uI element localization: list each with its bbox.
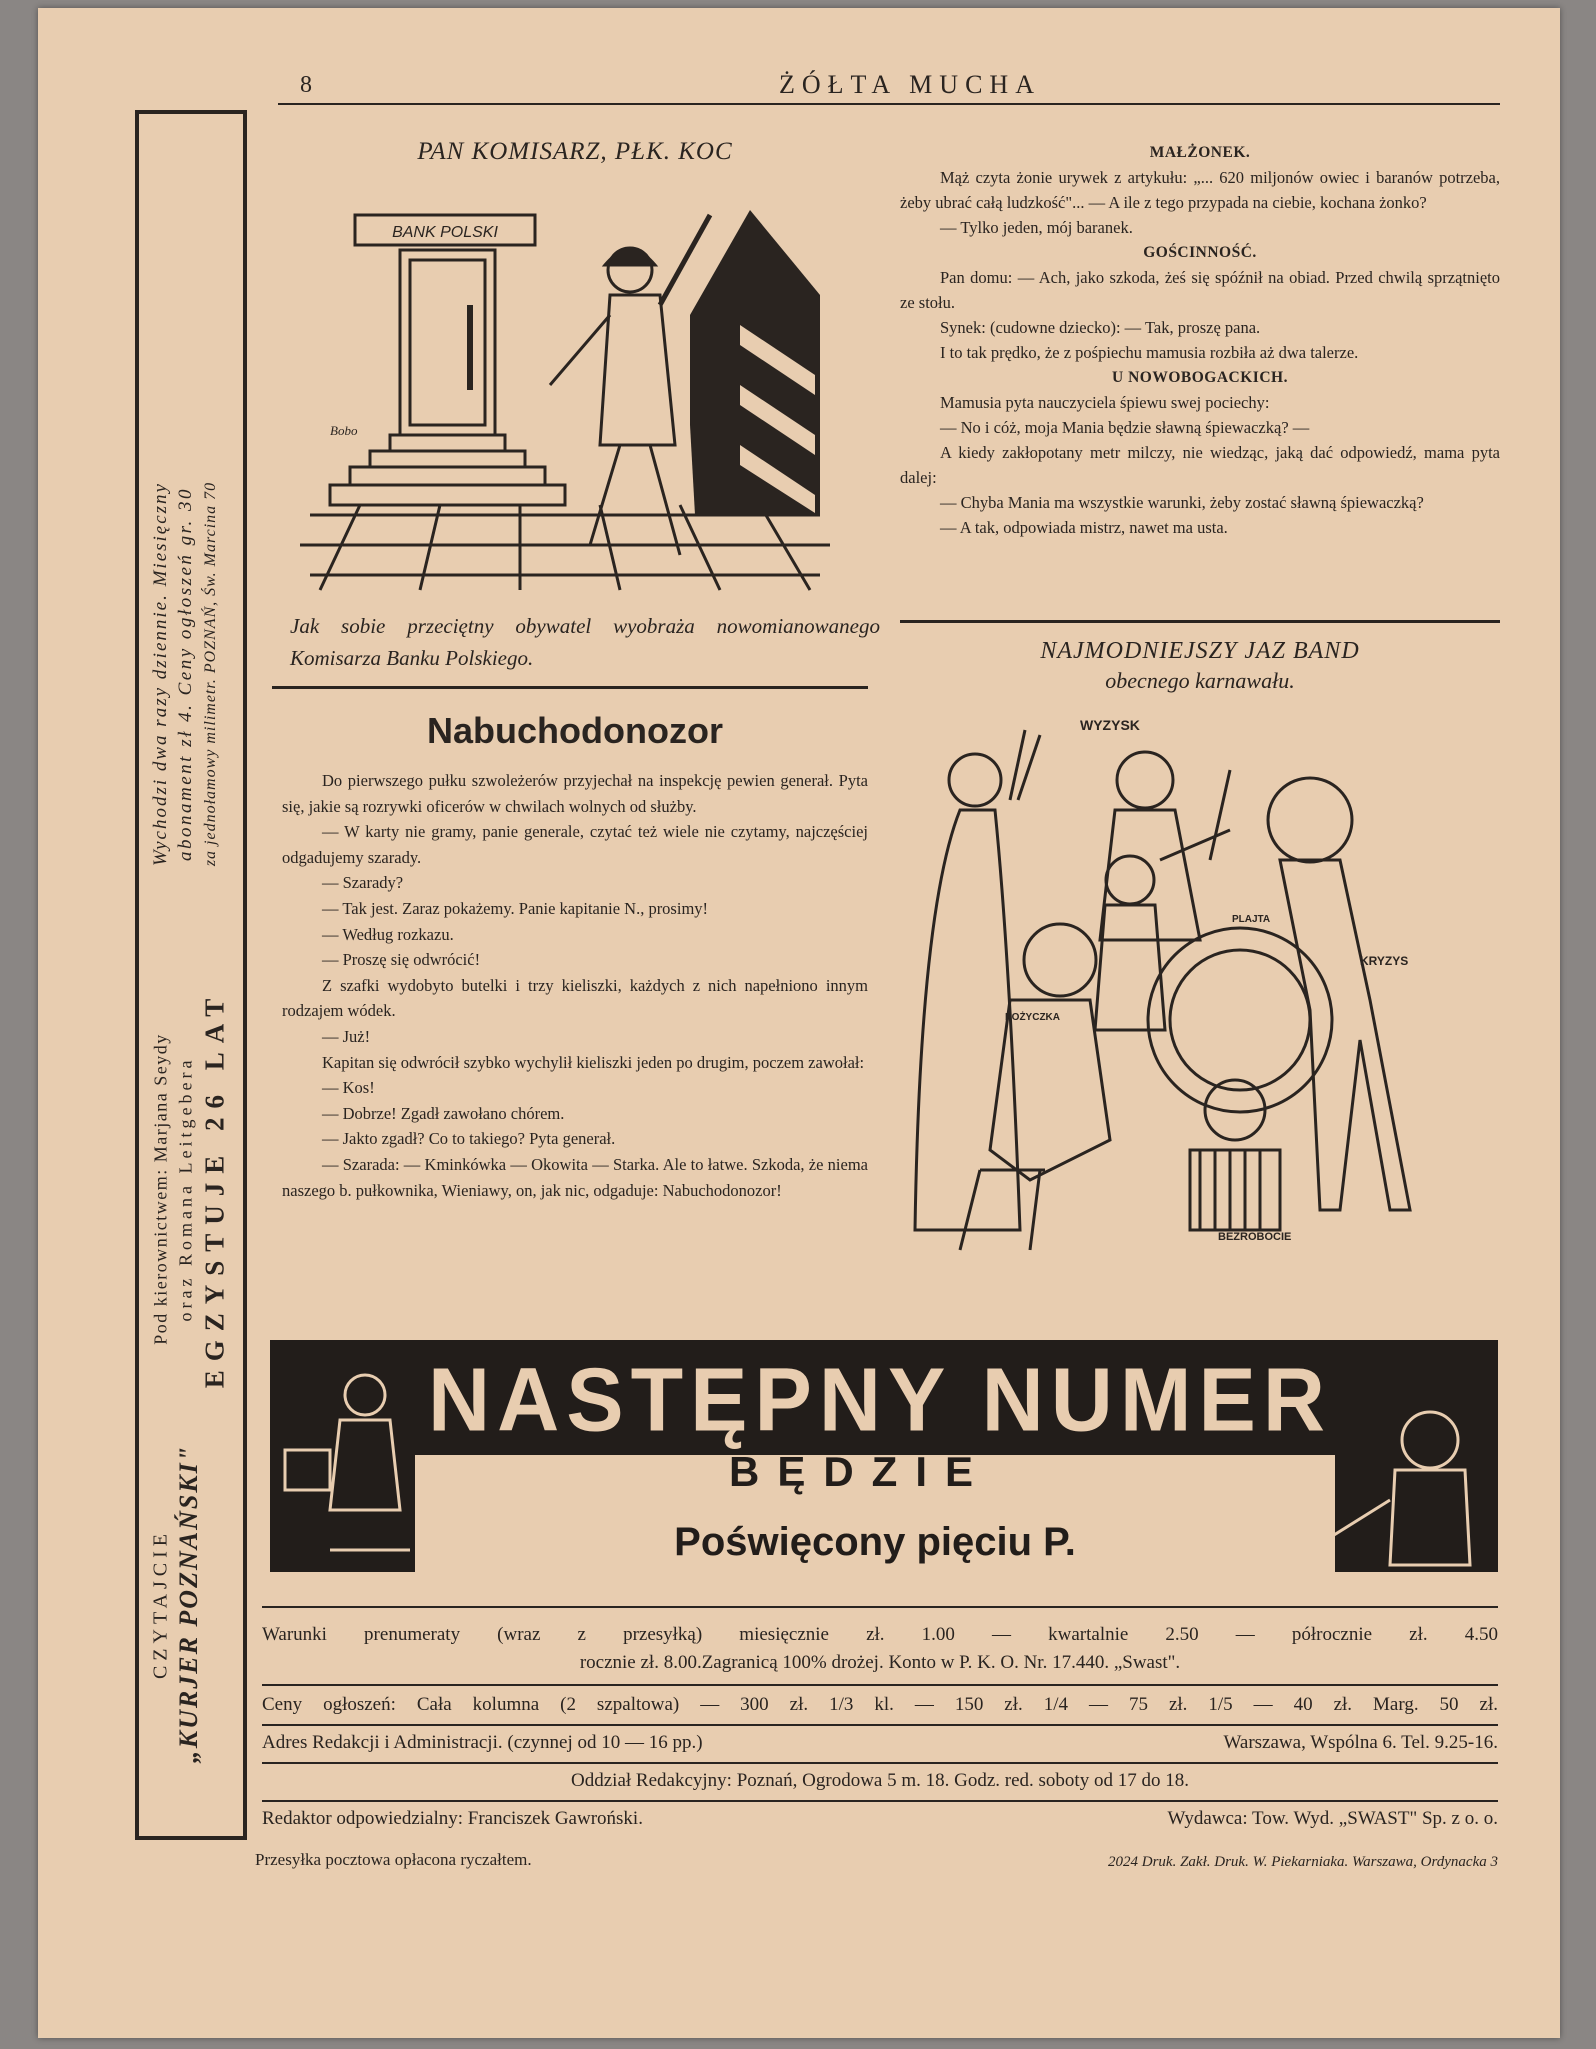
joke-text: Mąż czyta żonie urywek z artykułu: „... 620 miljonów owiec i baranów potrzeba, żeby ubrać całą ludzkość"... — A ile z tego przypada na ciebie, kochana żonko? — [900, 168, 1500, 212]
article-paragraph: Z szafki wydobyto butelki i trzy kieliszki, każdych z nich napełniono innym rodzajem wódek. — [282, 975, 868, 1021]
article-paragraph: — Tak jest. Zaraz pokażemy. Panie kapitanie N., prosimy! — [322, 898, 709, 918]
joke-text: — Chyba Mania ma wszystkie warunki, żeby zostać sławną śpiewaczką? — [940, 493, 1424, 512]
joke-text: A kiedy zakłopotany metr milczy, nie wiedząc, jaką dać odpowiedź, mama pyta dalej: — [900, 443, 1500, 487]
label-plajta: PLAJTA — [1232, 914, 1271, 925]
cartoon-jazband-illustration — [900, 710, 1490, 1280]
printer-note: 2024 Druk. Zakł. Druk. W. Piekarniaka. Warszawa, Ordynacka 3 — [1108, 1854, 1498, 1870]
joke-text: — A tak, odpowiada mistrz, nawet ma usta. — [940, 518, 1228, 537]
joke-text: Pan domu: — Ach, jako szkoda, żeś się spóźnił na obiad. Przed chwilą sprzątnięto ze stołu. — [900, 268, 1500, 312]
header-rule — [278, 103, 1500, 105]
article-paragraph: — Szarady? — [322, 873, 404, 893]
info-rule — [262, 1762, 1498, 1764]
banner-bedzie: BĘDZIE — [728, 1448, 991, 1495]
article-title: Nabuchodonozor — [427, 710, 723, 751]
sidebar-advertisement — [135, 110, 247, 1840]
masthead-title: ŻÓŁTA MUCHA — [779, 70, 1041, 99]
joke-text: — Tylko jeden, mój baranek. — [940, 218, 1133, 237]
label-wyzysk: WYZYSK — [1080, 717, 1140, 733]
address-right: Warszawa, Wspólna 6. Tel. 9.25-16. — [1223, 1732, 1498, 1753]
article-paragraph: — W karty nie gramy, panie generale, czytać też wiele nie czytamy, najczęściej odgadujemy szarady. — [282, 822, 868, 867]
jokes-column — [900, 140, 1500, 540]
column-rule-left — [272, 686, 868, 689]
article-paragraph: — Już! — [322, 1026, 371, 1046]
cartoon-jazband-subtitle: obecnego karnawału. — [1105, 668, 1295, 693]
joke-text: I to tak prędko, że z pośpiechu mamusia rozbiła aż dwa talerze. — [940, 343, 1359, 362]
article-paragraph: — Dobrze! Zgadł zawołano chórem. — [322, 1103, 565, 1123]
joke-title: U NOWOBOGACKICH. — [1112, 369, 1288, 386]
info-rule — [262, 1684, 1498, 1686]
banner-headline: NASTĘPNY NUMER — [428, 1349, 1332, 1451]
cartoon-komisarz-caption: Jak sobie przeciętny obywatel wyobraża nowomianowanego Komisarza Banku Polskiego. — [290, 614, 880, 670]
article-paragraph: — Jakto zgadł? Co to takiego? Pyta generał. — [322, 1129, 616, 1149]
column-rule-right — [900, 620, 1500, 623]
joke-title: MAŁŻONEK. — [1149, 144, 1251, 161]
sidebar-kurjer: „KURJER POZNAŃSKI" — [174, 1444, 203, 1764]
label-kryzys: KRYZYS — [1360, 954, 1409, 968]
joke-text: Synek: (cudowne dziecko): — Tak, proszę pana. — [940, 318, 1261, 337]
joke-text: — No i cóż, moja Mania będzie sławną śpiewaczką? — — [940, 418, 1310, 437]
ad-prices: Ceny ogłoszeń: Cała kolumna (2 szpaltowa) — 300 zł. 1/3 kl. — 150 zł. 1/4 — 75 zł. 1/5 — 40 zł. Marg. 50 zł. — [262, 1694, 1498, 1715]
postage-note: Przesyłka pocztowa opłacona ryczałtem. — [255, 1850, 532, 1869]
sidebar-czytajcie: CZYTAJCIE — [149, 1528, 172, 1680]
article-paragraph: — Według rozkazu. — [322, 924, 454, 944]
cartoon-komisarz-title: PAN KOMISARZ, PŁK. KOC — [417, 138, 733, 165]
address-left: Adres Redakcji i Administracji. (czynnej od 10 — 16 pp.) — [262, 1732, 703, 1753]
label-bezrobocie: BEZROBOCIE — [1218, 1231, 1292, 1243]
sidebar-egzystuje: EGZYSTUJE 26 LAT — [199, 989, 230, 1389]
branch-office: Oddział Redakcyjny: Poznań, Ogrodowa 5 m. 18. Godz. red. soboty od 17 do 18. — [571, 1770, 1189, 1791]
article-paragraph: Do pierwszego pułku szwoleżerów przyjechał na inspekcję pewien generał. Pyta się, jakie są rozrywki oficerów w chwilach wolnych od służby. — [282, 771, 868, 816]
sidebar-info-line1: Wychodzi dwa razy dziennie. Miesięczny — [150, 482, 171, 866]
article-body — [282, 768, 868, 1203]
joke-text: Mamusia pyta nauczyciela śpiewu swej pociechy: — [940, 393, 1270, 412]
publisher: Wydawca: Tow. Wyd. „SWAST" Sp. z o. o. — [1167, 1808, 1498, 1829]
sidebar-leitgeber: oraz Romana Leitgebera — [175, 1056, 196, 1322]
info-rule — [262, 1800, 1498, 1802]
sidebar-kierownictwo: Pod kierownictwem: Marjana Seydy — [150, 1033, 171, 1345]
page-number: 8 — [300, 72, 312, 98]
article-paragraph: — Proszę się odwrócić! — [322, 950, 481, 970]
editor: Redaktor odpowiedzialny: Franciszek Gawroński. — [262, 1808, 643, 1829]
cartoon-komisarz-illustration — [300, 195, 840, 595]
joke-title: GOŚCINNOŚĆ. — [1143, 244, 1257, 261]
banner-poswiecony: Poświęcony pięciu P. — [674, 1520, 1076, 1564]
info-rule — [262, 1724, 1498, 1726]
cartoon-jazband-title: NAJMODNIEJSZY JAZ BAND — [1040, 638, 1360, 664]
info-rule — [262, 1606, 1498, 1608]
article-paragraph: — Kos! — [322, 1078, 375, 1098]
article-paragraph: — Szarada: — Kminkówka — Okowita — Starka. Ale to łatwe. Szkoda, że niema naszego b. pułkownika, Wieniawy, on, jak nic, odgaduje: Nabuchodonozor! — [282, 1154, 868, 1200]
article-paragraph: Kapitan się odwrócił szybko wychylił kieliszki jeden po drugim, poczem zawołał: — [322, 1052, 865, 1072]
sidebar-info-line2: abonament zł 4. Ceny ogłoszeń gr. 30 — [175, 487, 196, 861]
cartoon-bank-sign: BANK POLSKI — [392, 224, 498, 241]
subscription-line1: Warunki prenumeraty (wraz z przesyłką) miesięcznie zł. 1.00 — kwartalnie 2.50 — półrocznie zł. 4.50 — [262, 1624, 1498, 1645]
cartoon-signature: Bobo — [330, 423, 358, 438]
label-pozyczka: POŻYCZKA — [1005, 1012, 1060, 1023]
sidebar-info-line3: za jednołamowy milimetr. POZNAŃ, Św. Marcina 70 — [202, 481, 219, 867]
subscription-line2: rocznie zł. 8.00.Zagranicą 100% drożej. Konto w P. K. O. Nr. 17.440. „Swast". — [579, 1652, 1181, 1673]
